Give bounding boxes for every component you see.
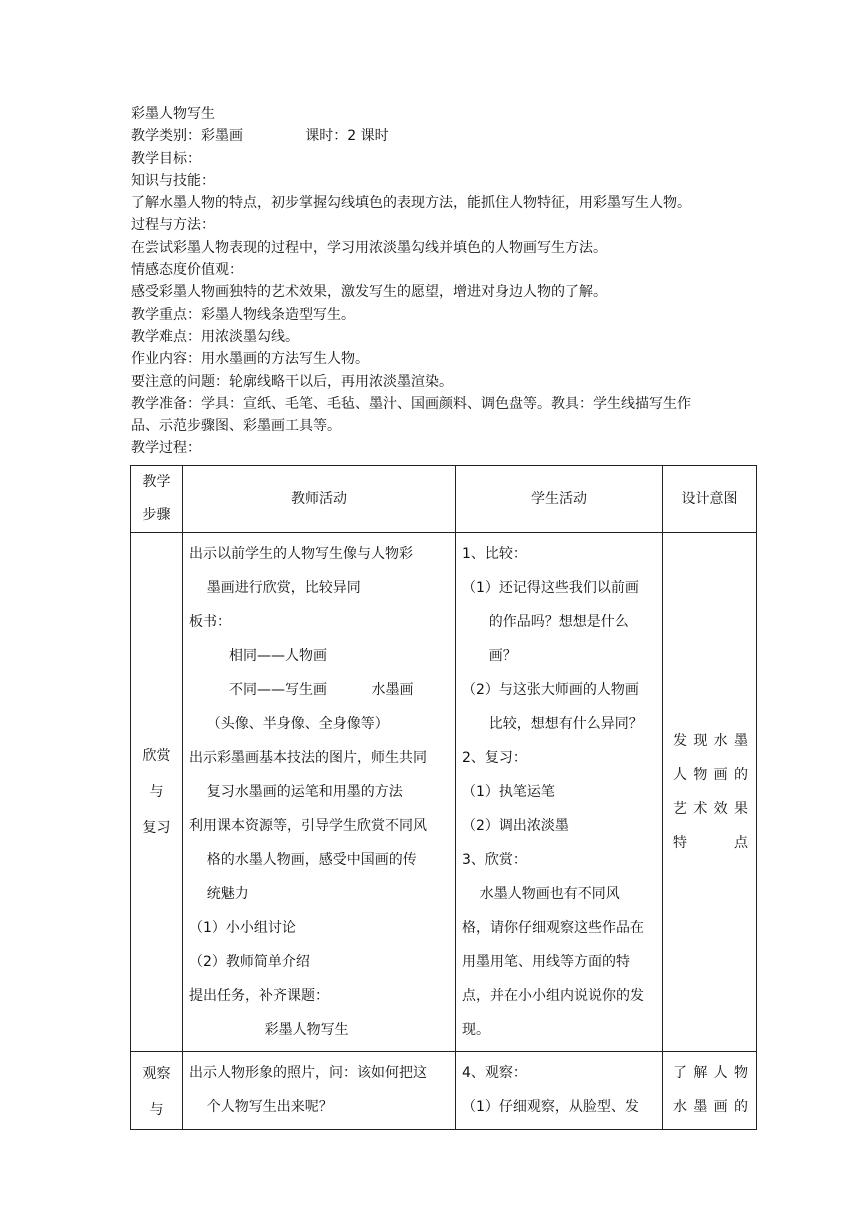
- cell-line: 利用课本资源等，引导学生欣赏不同风: [189, 818, 427, 834]
- prep-line-1: 教学准备：学具：宣纸、毛笔、毛毡、墨汁、国画颜料、调色盘等。教具：学生线描写生作: [131, 395, 691, 412]
- lesson-category: 教学类别：彩墨画 课时：2 课时: [131, 128, 389, 145]
- key-point: 教学重点：彩墨人物线条造型写生。: [131, 306, 355, 323]
- lesson-header: [131, 103, 771, 460]
- cell-line: 4、观察：: [462, 1065, 527, 1081]
- cell-line: 彩墨人物写生: [189, 1022, 349, 1038]
- header-teacher: 教师活动: [183, 466, 456, 533]
- cell-line: 艺术效果: [673, 801, 748, 817]
- homework: 作业内容：用水墨画的方法写生人物。: [131, 351, 369, 368]
- row2-intent: [663, 1052, 757, 1130]
- step-text: 与: [149, 1102, 164, 1118]
- header-step: 教学 步骤: [131, 466, 183, 533]
- cell-line: （1）执笔运笔: [462, 784, 555, 800]
- row1-student: [456, 533, 663, 1052]
- table-row: [131, 533, 757, 1052]
- cell-line: （2）教师简单介绍: [189, 954, 310, 970]
- cell-line: 出示以前学生的人物写生像与人物彩: [189, 546, 413, 562]
- step-text: 欣赏: [142, 748, 171, 764]
- lesson-title: 彩墨人物写生: [131, 106, 215, 122]
- cell-line: 墨画进行欣赏，比较异同: [189, 580, 361, 596]
- header-student: 学生活动: [456, 466, 663, 533]
- teacher-activity: [183, 533, 455, 1051]
- cell-line: （1）小小组讨论: [189, 920, 296, 936]
- step-text: 观察: [142, 1066, 171, 1082]
- prep-line-2: 品、示范步骤图、彩墨画工具等。: [131, 418, 341, 435]
- cell-line: 相同——人物画: [189, 648, 328, 664]
- step-text: 复习: [142, 820, 171, 836]
- cell-line: 格的水墨人物画，感受中国画的传: [189, 852, 417, 868]
- knowledge-text: 了解水墨人物的特点，初步掌握勾线填色的表现方法，能抓住人物特征，用彩墨写生人物。: [131, 195, 691, 212]
- row2-student: [456, 1052, 663, 1130]
- cell-line: 特点: [673, 835, 748, 851]
- row1-intent: [663, 533, 757, 1052]
- cell-line: （2）调出浓淡墨: [462, 818, 569, 834]
- cell-line: 2、复习：: [462, 750, 527, 766]
- cell-line: （1）仔细观察，从脸型、发: [462, 1099, 639, 1115]
- cell-line: 出示彩墨画基本技法的图片，师生共同: [189, 750, 427, 766]
- cell-line: 不同——写生画 水墨画: [189, 682, 414, 698]
- cell-line: 比较，想想有什么异同？: [462, 716, 643, 732]
- student-activity: [456, 1052, 662, 1128]
- table-row: [131, 1052, 757, 1130]
- cell-line: 点，并在小小组内说说你的发: [462, 988, 644, 1004]
- cell-line: 发现水墨: [673, 733, 748, 749]
- cell-line: 人物画的: [673, 767, 748, 783]
- process-text: 在尝试彩墨人物表现的过程中，学习用浓淡墨勾线并填色的人物画写生方法。: [131, 239, 607, 256]
- emotion-label: 情感态度价值观：: [131, 262, 243, 279]
- cell-line: 出示人物形象的照片，问：该如何把这: [189, 1065, 427, 1081]
- cell-line: 复习水墨画的运笔和用墨的方法: [189, 784, 403, 800]
- cell-line: （2）与这张大师画的人物画: [462, 682, 639, 698]
- knowledge-label: 知识与技能：: [131, 172, 215, 189]
- row1-step: [131, 533, 183, 1052]
- cell-line: 画？: [462, 648, 517, 664]
- attention: 要注意的问题：轮廓线略干以后，再用浓淡墨渲染。: [131, 373, 453, 390]
- header-intent: 设计意图: [663, 466, 757, 533]
- cell-line: 板书：: [189, 614, 231, 630]
- teacher-activity: [183, 1052, 455, 1128]
- cell-line: 现。: [462, 1022, 490, 1038]
- cell-line: 的作品吗？想想是什么: [462, 614, 629, 630]
- table-header-row: [131, 466, 757, 533]
- row2-step: [131, 1052, 183, 1130]
- row1-teacher: [183, 533, 456, 1052]
- cell-line: 水墨人物画也有不同风: [462, 886, 620, 902]
- cell-line: 个人物写生出来呢？: [189, 1099, 333, 1115]
- process-heading: 教学过程：: [131, 440, 201, 457]
- cell-line: （1）还记得这些我们以前画: [462, 580, 639, 596]
- cell-line: 统魅力: [189, 886, 249, 902]
- row2-teacher: [183, 1052, 456, 1130]
- difficulty: 教学难点：用浓淡墨勾线。: [131, 328, 299, 345]
- cell-line: 水墨画的: [673, 1099, 748, 1115]
- lesson-process-table: [130, 465, 757, 1130]
- step-text: 与: [149, 784, 164, 800]
- cell-line: （头像、半身像、全身像等）: [189, 716, 389, 732]
- cell-line: 用墨用笔、用线等方面的特: [462, 954, 630, 970]
- student-activity: [456, 533, 662, 1051]
- goals-label: 教学目标：: [131, 150, 201, 167]
- cell-line: 了解人物: [673, 1065, 748, 1081]
- cell-line: 1、比较：: [462, 546, 527, 562]
- emotion-text: 感受彩墨人物画独特的艺术效果，激发写生的愿望，增进对身边人物的了解。: [131, 284, 607, 301]
- process-label: 过程与方法：: [131, 217, 215, 234]
- design-intent: [663, 724, 756, 860]
- cell-line: 格，请你仔细观察这些作品在: [462, 920, 644, 936]
- cell-line: 提出任务，补齐课题：: [189, 988, 329, 1004]
- design-intent: [663, 1052, 756, 1124]
- cell-line: 3、欣赏：: [462, 852, 527, 868]
